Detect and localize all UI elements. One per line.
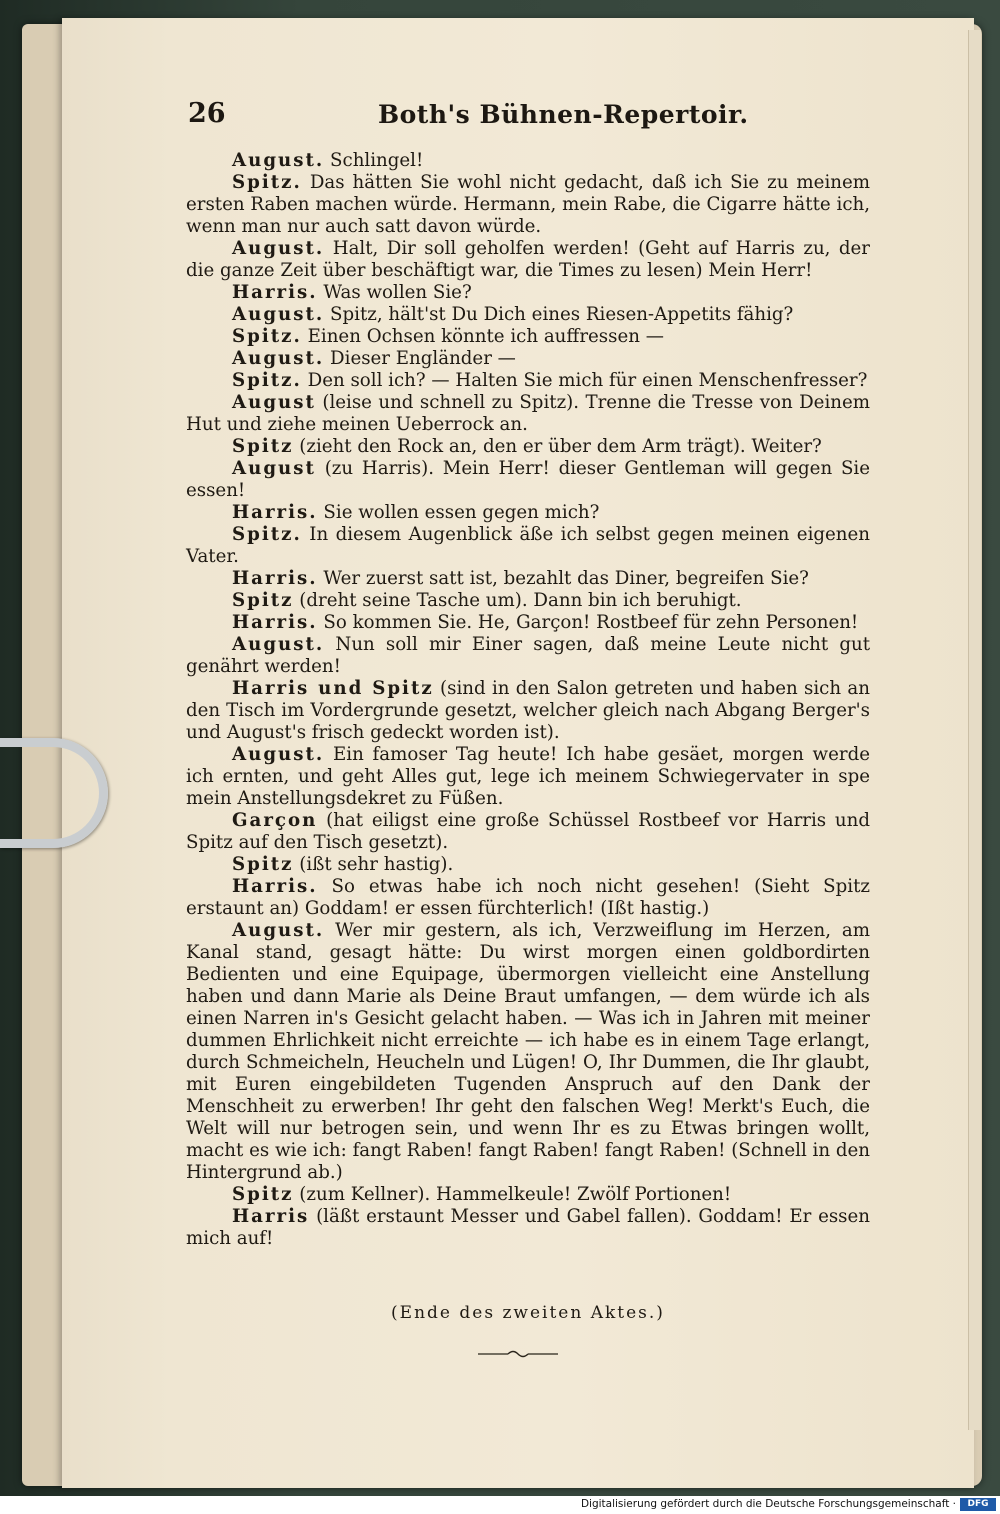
dialogue-line (186, 876, 870, 920)
speaker-name: Spitz. (232, 326, 302, 347)
dialogue-line (186, 678, 870, 744)
speaker-name: August. (232, 744, 325, 765)
dialogue-line (186, 854, 870, 876)
speaker-name: August. (232, 150, 325, 171)
dialogue-line (186, 1184, 870, 1206)
dialogue-text: (hat eiligst eine große Schüssel Rostbeef vor Harris und Spitz auf den Tisch gesetzt). (186, 810, 870, 853)
speaker-name: Spitz. (232, 370, 302, 391)
speaker-name: Spitz. (232, 524, 302, 545)
speaker-name: Spitz. (232, 172, 302, 193)
page-number: 26 (188, 98, 226, 129)
page-header (188, 98, 868, 138)
paper-clip-icon (0, 738, 108, 848)
dialogue-text: Ein famoser Tag heute! Ich habe gesäet, morgen werde ich ernten, und geht Alles gut, lege ich meinem Schwiegervater in spe mein Anstellungsdekret zu Füßen. (186, 744, 870, 809)
dialogue-line (186, 238, 870, 282)
dialogue-text: Schlingel! (330, 150, 424, 171)
dialogue-line (186, 612, 870, 634)
speaker-name: Spitz (232, 590, 294, 611)
end-of-act: (Ende des zweiten Aktes.) (391, 1303, 665, 1323)
speaker-name: Spitz (232, 1184, 294, 1205)
funding-credit: Digitalisierung gefördert durch die Deutsche Forschungsgemeinschaft · (580, 1498, 956, 1510)
dialogue-line (186, 326, 870, 348)
footer-bar (0, 1496, 1000, 1514)
dialogue-line (186, 304, 870, 326)
speaker-name: Harris. (232, 282, 318, 303)
dialogue-text: (zieht den Rock an, den er über dem Arm trägt). Weiter? (299, 436, 822, 457)
page-edge-strip (968, 30, 981, 1430)
dialogue-text: Dieser Engländer — (330, 348, 516, 369)
dialogue-text: So etwas habe ich noch nicht gesehen! (Sieht Spitz erstaunt an) Goddam! er essen fürchterlich! (Ißt hastig.) (186, 876, 870, 919)
speaker-name: August. (232, 304, 325, 325)
dfg-logo: DFG (960, 1498, 996, 1511)
dialogue-text: Das hätten Sie wohl nicht gedacht, daß ich Sie zu meinem ersten Raben machen würde. Hermann, mein Rabe, die Cigarre hätte ich, wenn man nur auch satt davon würde. (186, 172, 870, 237)
dialogue-line (186, 370, 870, 392)
speaker-name: August (232, 392, 316, 413)
speaker-name: Harris. (232, 502, 318, 523)
dialogue-text: Spitz, hält'st Du Dich eines Riesen-Appetits fähig? (330, 304, 794, 325)
dialogue-text: (dreht seine Tasche um). Dann bin ich beruhigt. (299, 590, 742, 611)
dialogue-text: Einen Ochsen könnte ich auffressen — (307, 326, 664, 347)
dialogue-text: Den soll ich? — Halten Sie mich für einen Menschenfresser? (307, 370, 868, 391)
dialogue-line (186, 568, 870, 590)
dialogue-text: Wer zuerst satt ist, bezahlt das Diner, begreifen Sie? (323, 568, 809, 589)
dialogue-line (186, 634, 870, 678)
play-text (186, 150, 870, 1250)
dialogue-line (186, 436, 870, 458)
dialogue-line (186, 282, 870, 304)
dialogue-text: In diesem Augenblick äße ich selbst gegen meinen eigenen Vater. (186, 524, 870, 567)
dialogue-text: Wer mir gestern, als ich, Verzweiflung im Herzen, am Kanal stand, gesagt hätte: Du wirst morgen einen goldbordirten Bedienten und eine Equipage, übermorgen vielleicht eine Anstellung haben und dann Marie als Deine Braut umfangen, — dem würde ich als einen Narren in's Gesicht gelacht haben. — Was ich in Jahren mit meiner dummen Ehrlichkeit nicht erreichte — ich habe es in einem Tage erlangt, durch Schmeicheln, Heucheln und Lügen! O, Ihr Dummen, die Ihr glaubt, mit Euren eingebildeten Tugenden Anspruch auf den Dank der Menschheit zu erwerben! Ihr geht den falschen Weg! Merkt's Euch, die Welt will nur betrogen sein, und wenn Ihr es zu Etwas bringen wollt, macht es wie ich: fangt Raben! fangt Raben! fangt Raben! (Schnell in den Hintergrund ab.) (186, 920, 870, 1183)
dialogue-text: (sind in den Salon getreten und haben sich an den Tisch im Vordergrunde gesetzt, welcher gleich nach Abgang Berger's und August's frisch gedeckt worden ist). (186, 678, 870, 743)
speaker-name: August. (232, 920, 325, 941)
dialogue-text: Nun soll mir Einer sagen, daß meine Leute nicht gut genährt werden! (186, 634, 870, 677)
dialogue-line (186, 392, 870, 436)
speaker-name: Harris. (232, 876, 318, 897)
dialogue-line (186, 458, 870, 502)
dialogue-line (186, 502, 870, 524)
dialogue-line (186, 920, 870, 1184)
speaker-name: August. (232, 348, 325, 369)
dialogue-text: (leise und schnell zu Spitz). Trenne die Tresse von Deinem Hut und ziehe meinen Ueberrock an. (186, 392, 870, 435)
speaker-name: Spitz (232, 854, 294, 875)
dialogue-line (186, 810, 870, 854)
dialogue-line (186, 172, 870, 238)
speaker-name: August. (232, 634, 325, 655)
dialogue-line (186, 348, 870, 370)
dialogue-text: (zu Harris). Mein Herr! dieser Gentleman will gegen Sie essen! (186, 458, 870, 501)
speaker-name: August (232, 458, 316, 479)
dialogue-text: (läßt erstaunt Messer und Gabel fallen). Goddam! Er essen mich auf! (186, 1206, 870, 1249)
speaker-name: Harris (232, 1206, 310, 1227)
speaker-name: Spitz (232, 436, 294, 457)
dialogue-line (186, 744, 870, 810)
speaker-name: August. (232, 238, 325, 259)
dialogue-text: (ißt sehr hastig). (299, 854, 454, 875)
running-title: Both's Bühnen-Repertoir. (378, 100, 749, 129)
dialogue-text: (zum Kellner). Hammelkeule! Zwölf Portionen! (299, 1184, 732, 1205)
dialogue-line (186, 590, 870, 612)
speaker-name: Harris und Spitz (232, 678, 434, 699)
speaker-name: Garçon (232, 810, 318, 831)
speaker-name: Harris. (232, 612, 318, 633)
dialogue-line (186, 524, 870, 568)
ornament-divider (478, 1347, 558, 1361)
dialogue-line (186, 1206, 870, 1250)
speaker-name: Harris. (232, 568, 318, 589)
dialogue-text: Halt, Dir soll geholfen werden! (Geht auf Harris zu, der die ganze Zeit über beschäftigt war, die Times zu lesen) Mein Herr! (186, 238, 870, 281)
dialogue-line (186, 150, 870, 172)
dialogue-text: So kommen Sie. He, Garçon! Rostbeef für zehn Personen! (323, 612, 859, 633)
dialogue-text: Sie wollen essen gegen mich? (323, 502, 600, 523)
dialogue-text: Was wollen Sie? (323, 282, 472, 303)
